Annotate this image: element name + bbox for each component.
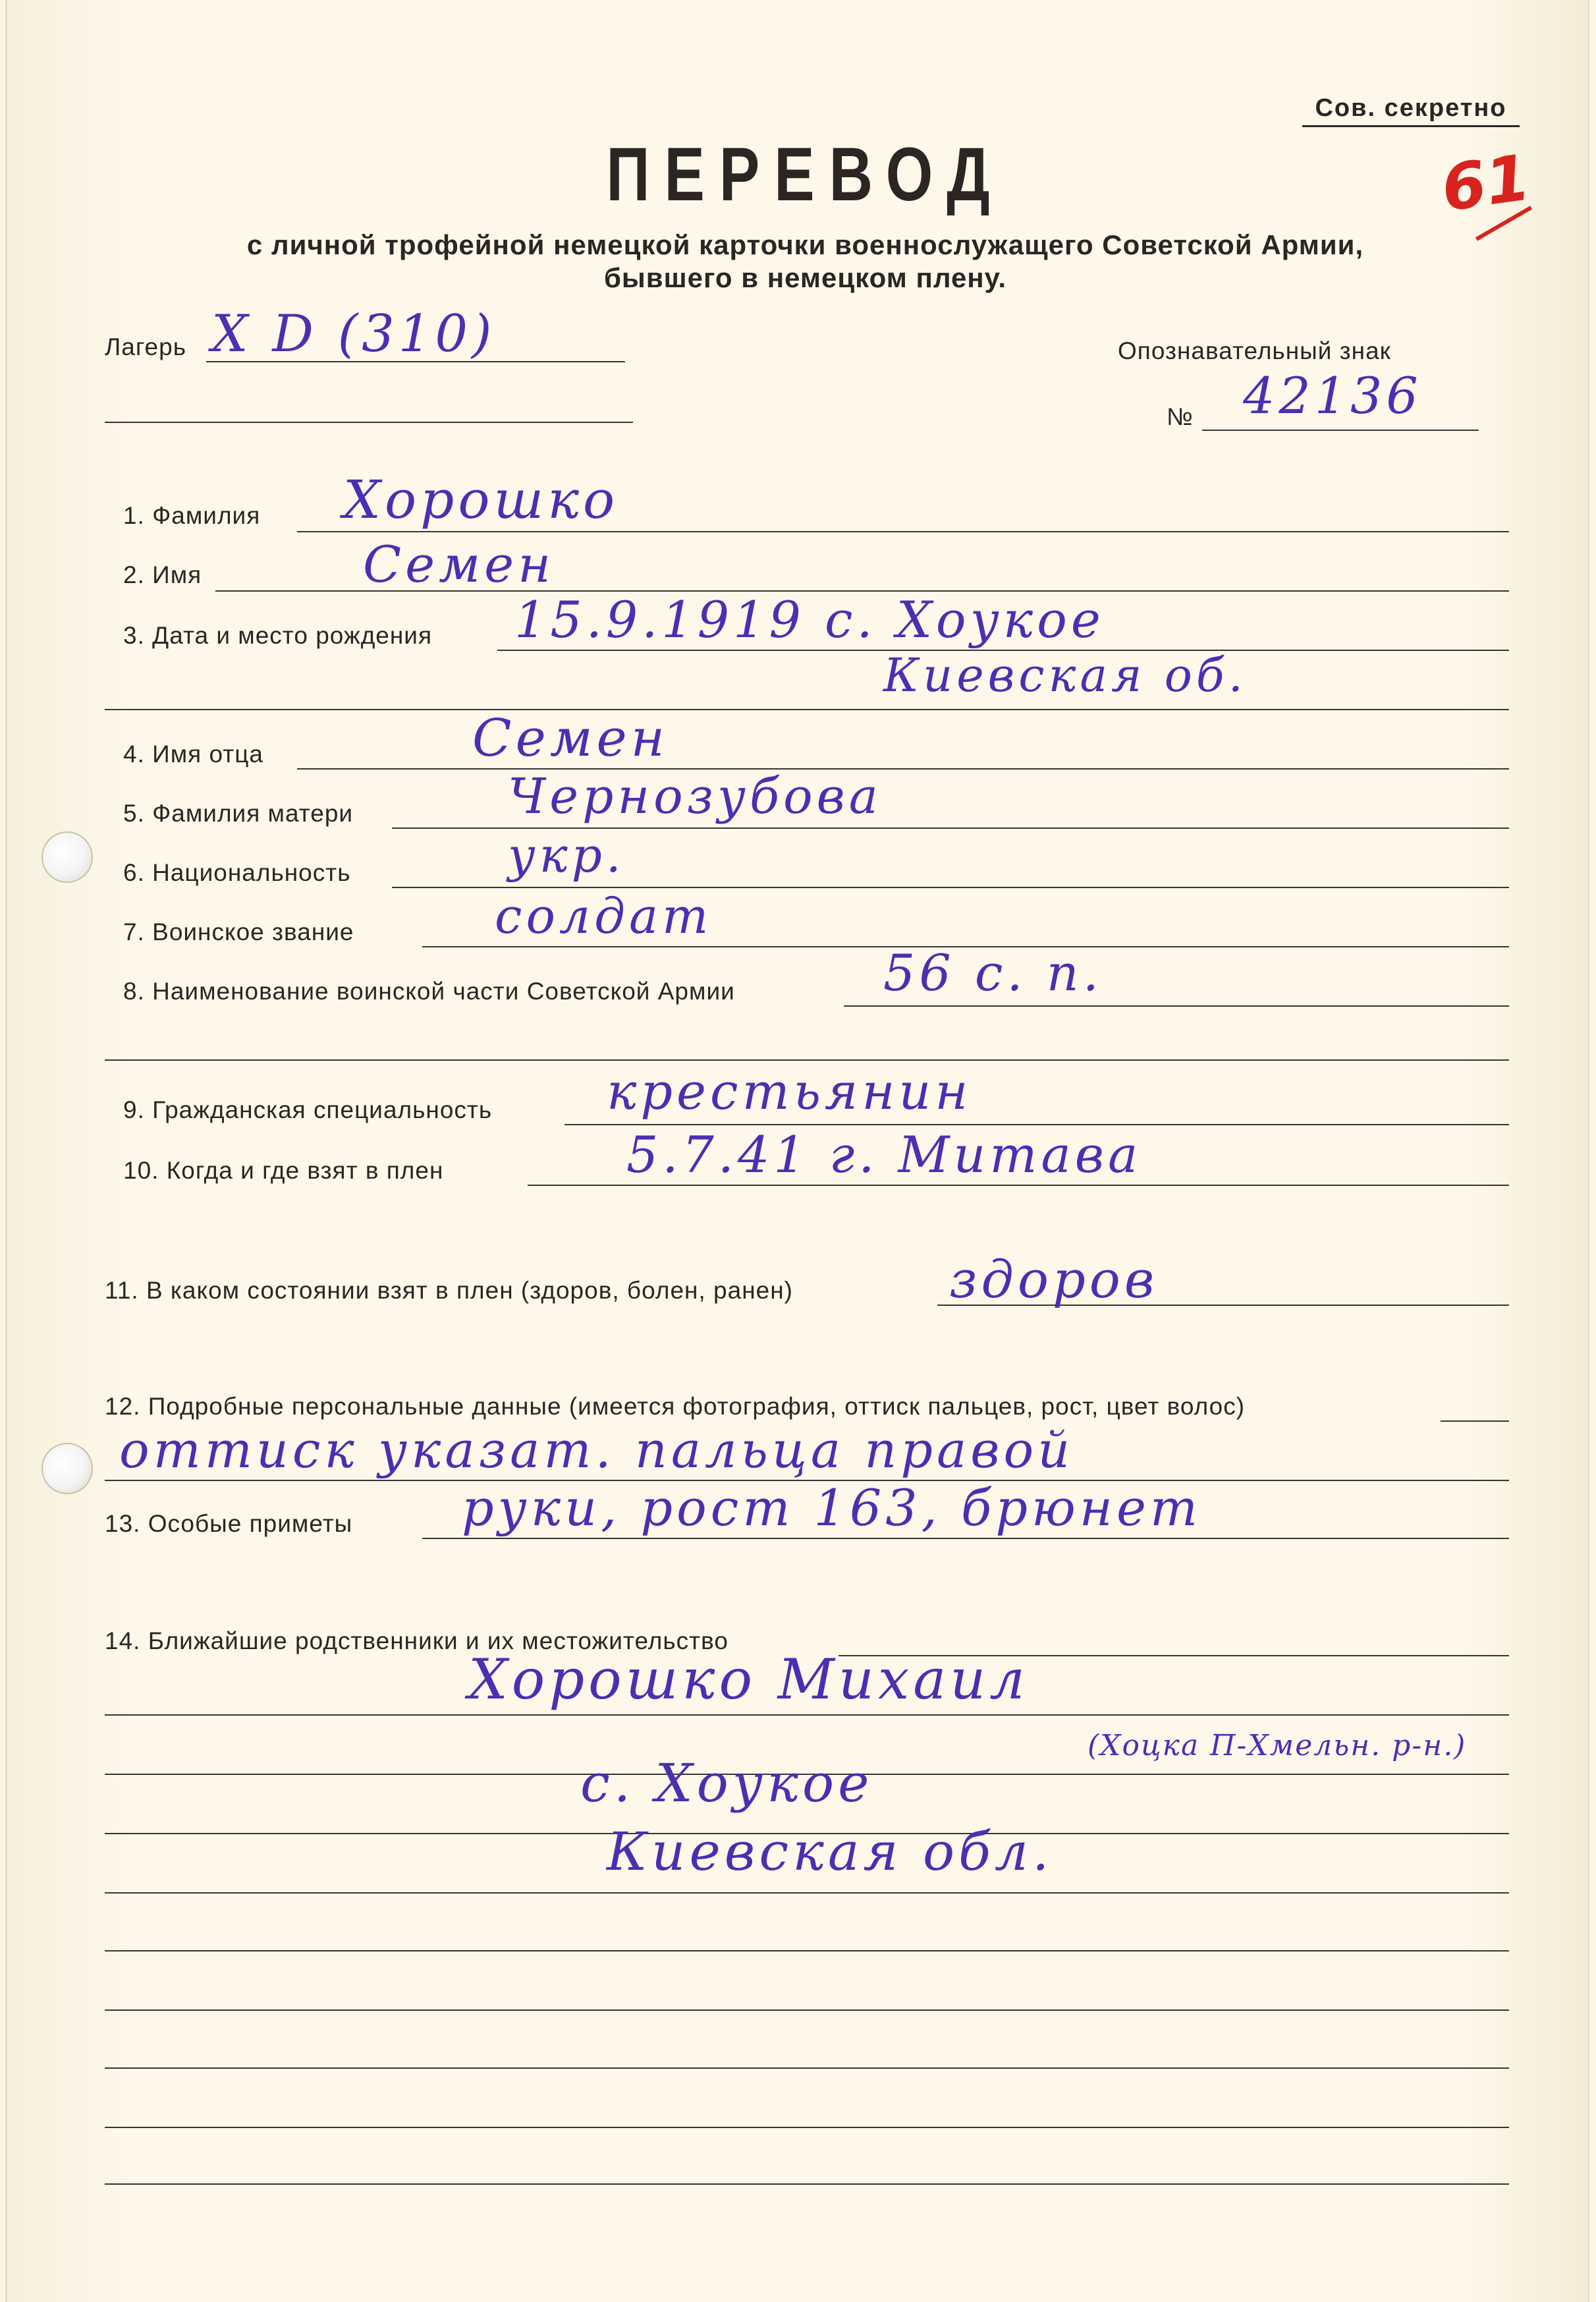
personal-data-label: 12. Подробные персональные данные (имеется фотография, оттиск пальцев, рост, цвет волос) xyxy=(105,1393,1246,1420)
birth-line-2 xyxy=(105,709,1509,710)
first-name-label: 2. Имя xyxy=(123,561,202,588)
document-page xyxy=(5,0,1589,2302)
civil-specialty-value: крестьянин xyxy=(607,1062,972,1121)
personal-data-line xyxy=(1441,1420,1509,1422)
rank-value: солдат xyxy=(495,888,713,945)
camp-value: X D (310) xyxy=(211,304,496,364)
relatives-label: 14. Ближайшие родственники и их местожительство xyxy=(105,1627,729,1654)
capture-line xyxy=(528,1185,1509,1186)
military-unit-line xyxy=(844,1005,1509,1007)
nationality-value: укр. xyxy=(508,828,625,883)
surname-line xyxy=(297,531,1509,532)
relatives-address-region: Киевская обл. xyxy=(607,1821,1053,1882)
personal-data-value: оттиск указат. пальца правой xyxy=(119,1420,1074,1479)
military-unit-value: 56 с. п. xyxy=(883,943,1103,1002)
special-marks-value: руки, рост 163, брюнет xyxy=(462,1478,1202,1537)
id-number-line xyxy=(1202,430,1479,431)
id-mark-label: Опознавательный знак xyxy=(1118,337,1391,364)
blank-line-2 xyxy=(105,1950,1509,1951)
capture-label: 10. Когда и где взят в плен xyxy=(123,1157,444,1184)
first-name-value: Семен xyxy=(363,535,555,594)
blank-line-5 xyxy=(105,2127,1509,2128)
birth-label: 3. Дата и место рождения xyxy=(123,622,432,649)
id-number-value: 42136 xyxy=(1243,366,1422,425)
blank-line-6 xyxy=(105,2183,1509,2185)
rank-label: 7. Воинское звание xyxy=(123,918,354,945)
special-marks-line xyxy=(422,1538,1509,1539)
relatives-value: Хорошко Михаил xyxy=(468,1647,1029,1712)
punch-hole-bottom xyxy=(41,1443,93,1494)
blank-line-3 xyxy=(105,2009,1509,2011)
classification-stamp: Сов. секретно xyxy=(1302,83,1520,127)
blank-line-1 xyxy=(105,1892,1509,1894)
page-number: 61 xyxy=(1437,140,1535,226)
military-unit-label: 8. Наименование воинской части Советской Армии xyxy=(123,978,735,1005)
camp-label: Лагерь xyxy=(105,333,186,360)
surname-value: Хорошко xyxy=(343,469,619,530)
father-name-value: Семен xyxy=(472,709,669,768)
father-name-line xyxy=(297,768,1509,770)
mother-surname-label: 5. Фамилия матери xyxy=(123,800,354,827)
blank-line-4 xyxy=(105,2067,1509,2069)
capture-condition-label: 11. В каком состоянии взят в плен (здоров, болен, ранен) xyxy=(105,1277,793,1304)
birth-value: 15.9.1919 с. Хоукое xyxy=(514,590,1105,649)
mother-surname-value: Чернозубова xyxy=(508,768,882,825)
capture-condition-value: здоров xyxy=(949,1250,1159,1310)
special-marks-label: 13. Особые приметы xyxy=(105,1510,353,1537)
document-subtitle-line2: бывшего в немецком плену. xyxy=(603,262,1007,293)
camp-line-2 xyxy=(105,422,633,423)
nationality-label: 6. Национальность xyxy=(123,859,351,886)
id-number-label: № xyxy=(1167,403,1194,430)
civil-specialty-label: 9. Гражданская специальность xyxy=(123,1096,493,1123)
document-subtitle-line1: с личной трофейной немецкой карточки военнослужащего Советской Армии, xyxy=(246,229,1364,260)
relatives-address-village: с. Хоукое xyxy=(580,1753,873,1814)
surname-label: 1. Фамилия xyxy=(123,502,261,529)
birth-value-2: Киевская об. xyxy=(883,648,1247,702)
punch-hole-top xyxy=(41,831,93,883)
military-unit-line-2 xyxy=(105,1059,1509,1061)
father-name-label: 4. Имя отца xyxy=(123,741,263,768)
relatives-note: (Хоцка П-Хмельн. р-н.) xyxy=(1087,1729,1467,1762)
capture-value: 5.7.41 г. Митава xyxy=(626,1125,1142,1184)
document-title: ПЕРЕВОД xyxy=(606,132,1004,217)
relatives-line-2 xyxy=(105,1714,1509,1716)
